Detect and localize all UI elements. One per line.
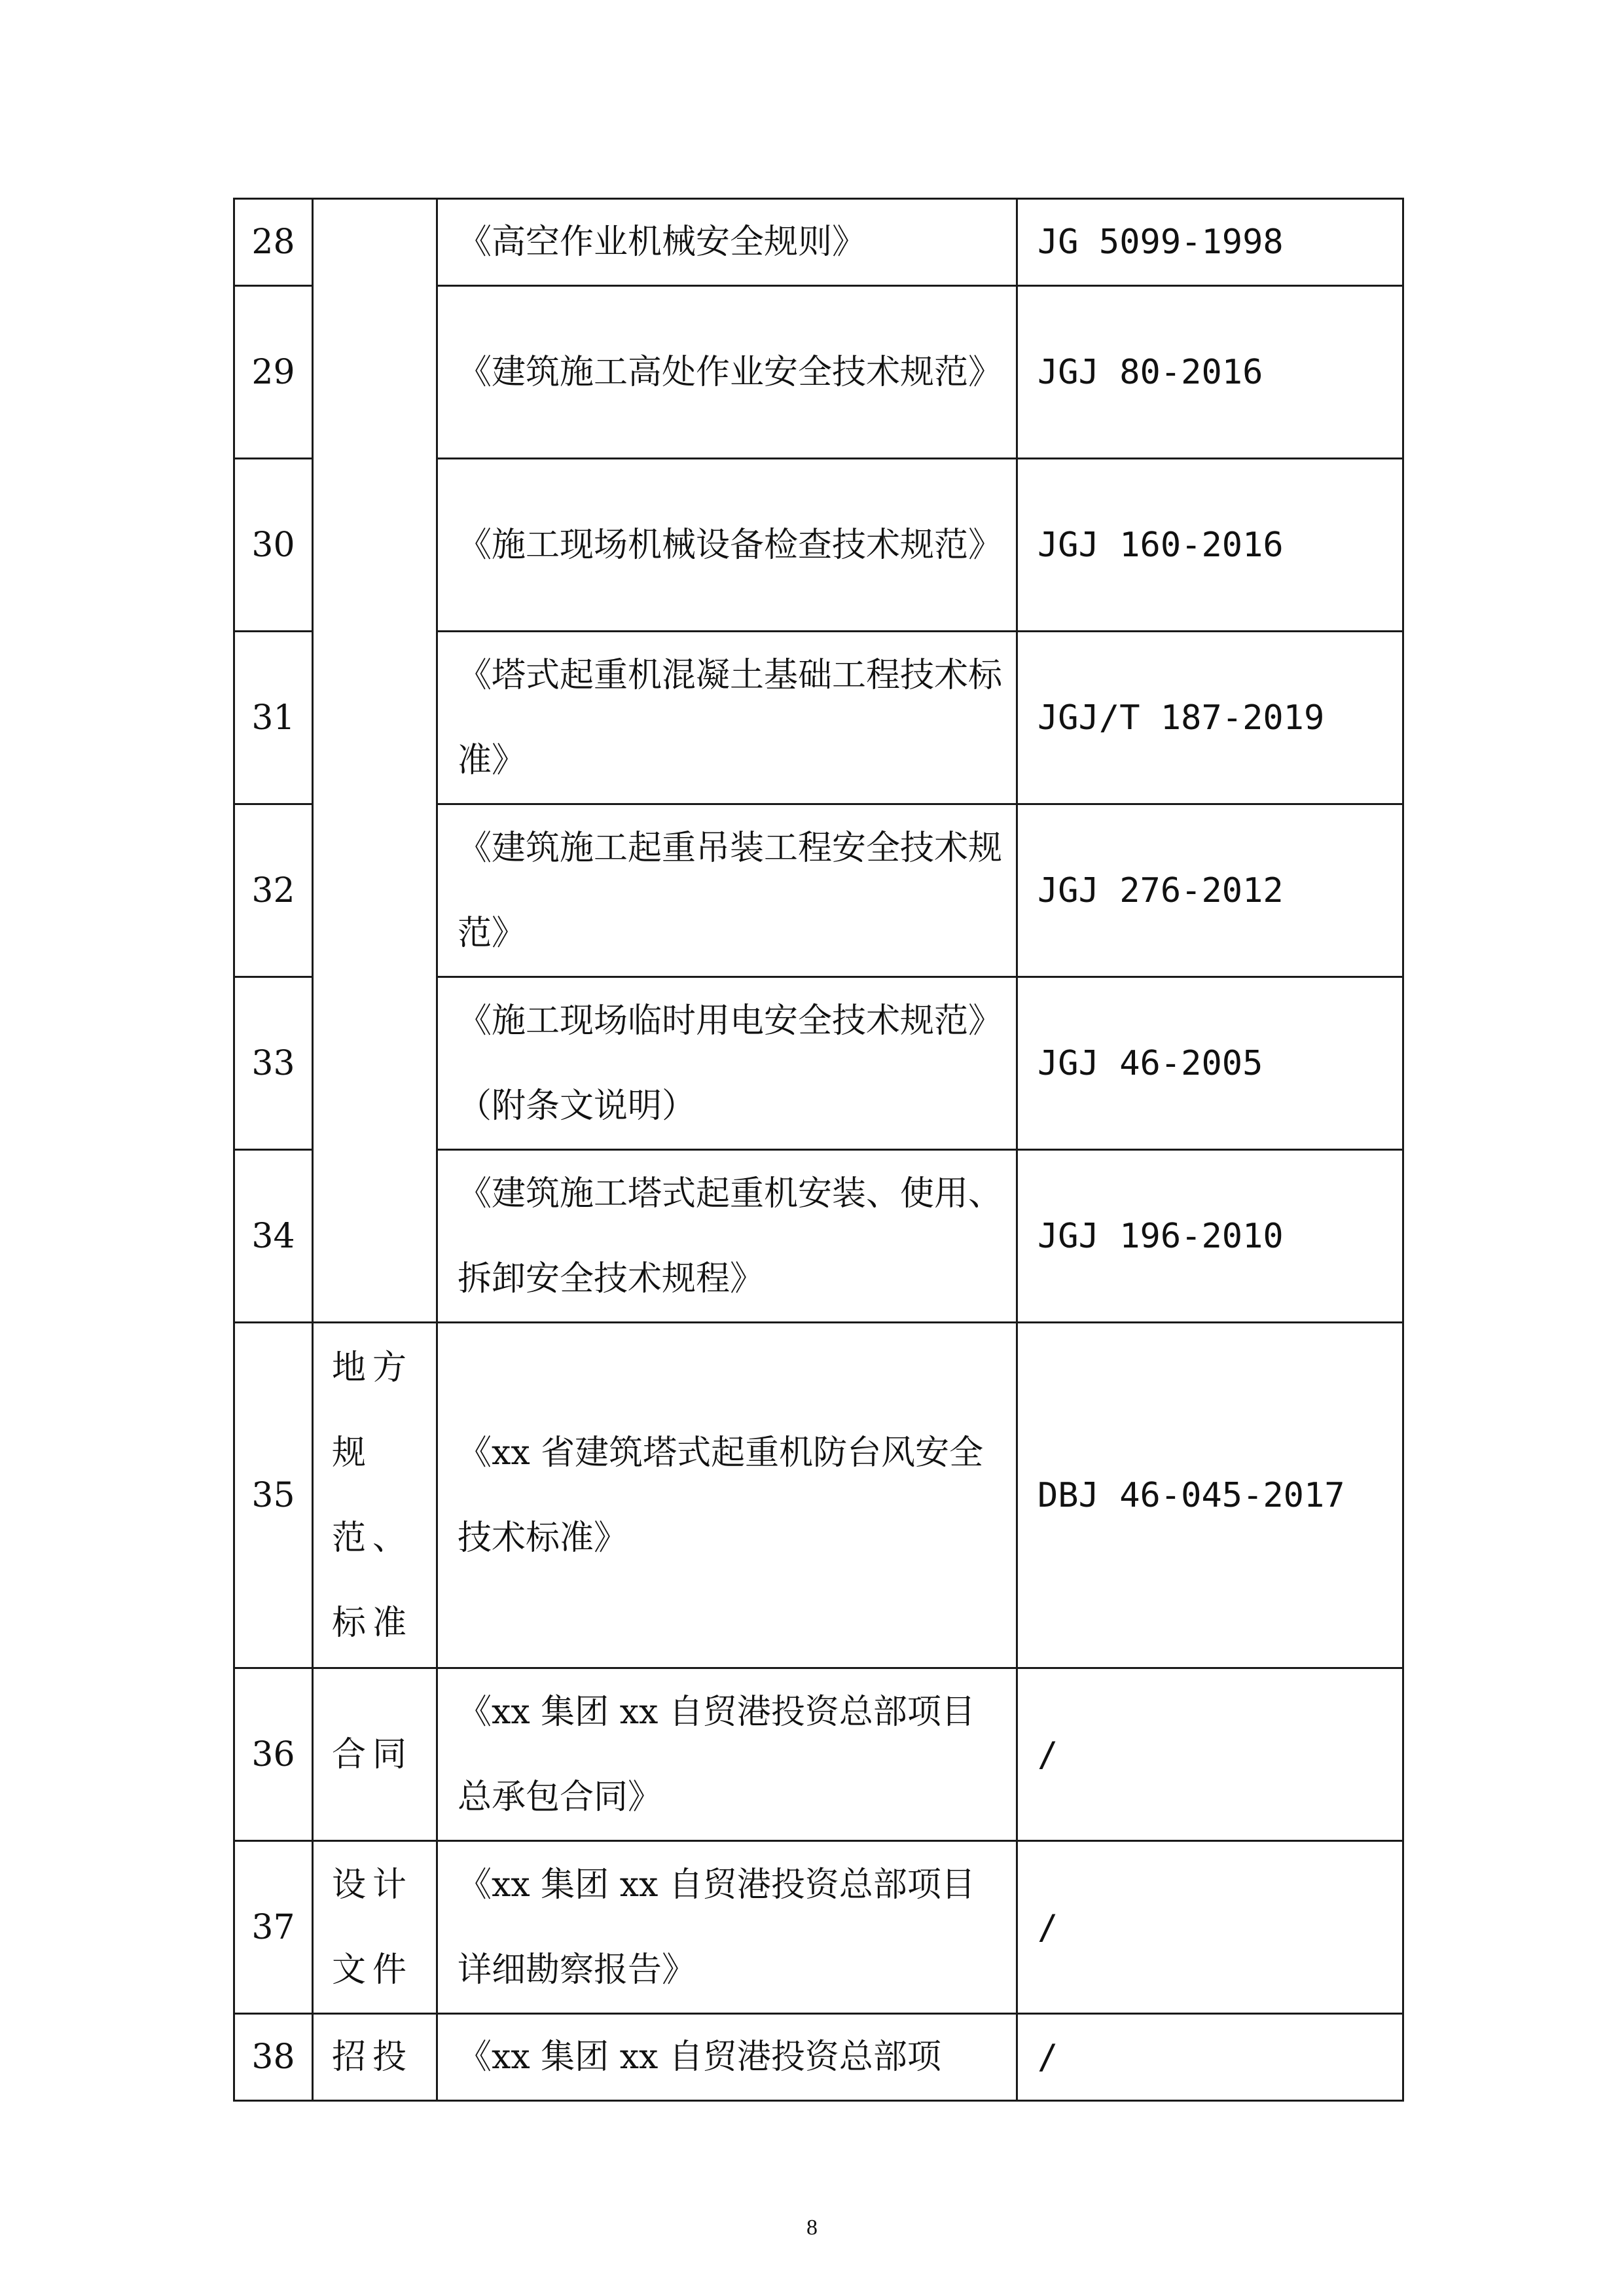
standard-name: 《xx 省建筑塔式起重机防台风安全技术标准》 [437,1323,1017,1668]
standard-name: 《塔式起重机混凝土基础工程技术标准》 [437,632,1017,804]
row-number: 28 [234,199,313,286]
standard-name: 《施工现场机械设备检查技术规范》 [437,459,1017,632]
row-number: 33 [234,977,313,1150]
standard-name: 《高空作业机械安全规则》 [437,199,1017,286]
row-number: 36 [234,1668,313,1841]
category-cell: 设计文件 [313,1841,437,2014]
row-number: 32 [234,804,313,977]
row-number: 35 [234,1323,313,1668]
table-row [234,2014,1403,2101]
standard-name: 《施工现场临时用电安全技术规范》（附条文说明） [437,977,1017,1150]
row-number: 38 [234,2014,313,2101]
standard-code: JGJ 196-2010 [1017,1150,1403,1323]
table-row [234,199,1403,286]
row-number: 37 [234,1841,313,2014]
category-cell: 合同 [313,1668,437,1841]
row-number: 31 [234,632,313,804]
category-cell-continued [313,199,437,1323]
page-number: 8 [806,2215,818,2240]
standard-code: / [1017,1841,1403,2014]
standard-code: JGJ 160-2016 [1017,459,1403,632]
row-number: 29 [234,286,313,459]
table-row [234,1323,1403,1668]
standard-name: 《xx 集团 xx 自贸港投资总部项目总承包合同》 [437,1668,1017,1841]
row-number: 34 [234,1150,313,1323]
row-number: 30 [234,459,313,632]
table-row [234,1668,1403,1841]
standard-code: JGJ/T 187-2019 [1017,632,1403,804]
standards-table [233,198,1404,2102]
table-row [234,1841,1403,2014]
standard-code: JGJ 276-2012 [1017,804,1403,977]
standard-code: / [1017,1668,1403,1841]
standard-code: JGJ 80-2016 [1017,286,1403,459]
standard-name: 《xx 集团 xx 自贸港投资总部项 [437,2014,1017,2101]
category-cell: 地方规范、标准 [313,1323,437,1668]
standard-name: 《建筑施工起重吊装工程安全技术规范》 [437,804,1017,977]
standard-code: JGJ 46-2005 [1017,977,1403,1150]
standard-name: 《xx 集团 xx 自贸港投资总部项目详细勘察报告》 [437,1841,1017,2014]
standard-code: DBJ 46-045-2017 [1017,1323,1403,1668]
category-cell: 招投 [313,2014,437,2101]
standard-code: / [1017,2014,1403,2101]
standard-code: JG 5099-1998 [1017,199,1403,286]
standard-name: 《建筑施工高处作业安全技术规范》 [437,286,1017,459]
standard-name: 《建筑施工塔式起重机安装、使用、拆卸安全技术规程》 [437,1150,1017,1323]
